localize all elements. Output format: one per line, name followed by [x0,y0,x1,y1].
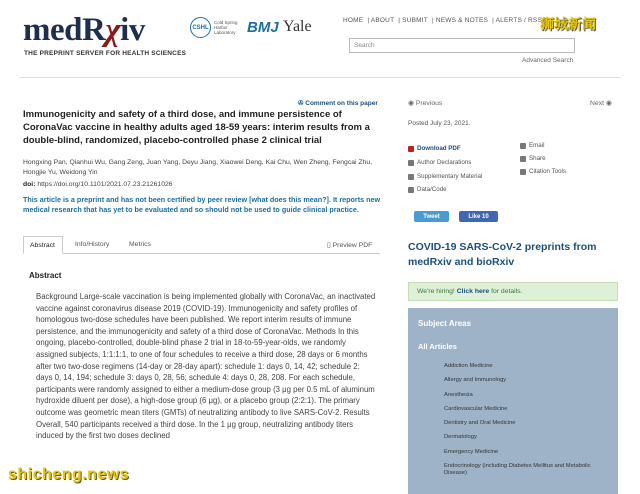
download-pdf-link[interactable]: Download PDF [408,145,461,152]
watermark-bottom: shicheng.news [8,466,130,483]
subject-areas-heading: Subject Areas [418,319,472,328]
subject-dentistry-oral-medicine[interactable]: Dentistry and Oral Medicine [444,420,516,426]
header-divider [20,77,620,78]
top-nav: HOME | ABOUT | SUBMIT | NEWS & NOTES | ALERTS / RSS [343,17,542,24]
cshl-logo[interactable] [190,17,240,38]
search-input[interactable]: Search [349,38,575,53]
citation-tools-link[interactable]: Citation Tools [520,168,566,175]
tab-metrics[interactable]: Metrics [129,241,151,248]
nav-news[interactable]: NEWS & NOTES [435,17,489,24]
author-declarations-link[interactable]: Author Declarations [408,159,471,166]
article-tabs [23,236,380,254]
advanced-search-link[interactable]: Advanced Search [522,57,574,64]
hiring-banner: We're hiring! Click here for details. [408,282,618,301]
previous-link[interactable]: ◉ Previous [408,100,443,107]
subject-addiction-medicine[interactable]: Addiction Medicine [444,363,493,369]
share-link[interactable]: Share [520,155,546,162]
tab-abstract[interactable]: Abstract [23,236,63,254]
all-articles-link[interactable]: All Articles [418,342,457,351]
email-icon [520,143,526,149]
article-doi: doi: https://doi.org/10.1101/2021.07.23.21261026 [23,181,173,188]
subject-anesthesia[interactable]: Anesthesia [444,392,473,398]
hiring-link[interactable]: Click here [456,288,490,295]
article-title: Immunogenicity and safety of a third dose, and immune persistence of CoronaVac vaccine in healthy adults aged 18-59 years: interim results from a double-blind, randomized, placebo-controlled phase 2 clinical trial [23,109,370,146]
cshl-text: Cold Spring Harbor Laboratory [214,20,238,35]
tab-preview-pdf[interactable]: ▯ Preview PDF [327,242,373,249]
pdf-icon: ▯ [327,242,331,249]
email-link[interactable]: Email [520,142,544,149]
preprint-warning: This article is a preprint and has not been certified by peer review [what does this mean?]. It reports new medical research that has yet to be evaluated and so should not be used to guide clinical practice. [23,195,381,214]
yale-logo[interactable]: Yale [283,18,312,35]
nav-alerts[interactable]: ALERTS / RSS [495,17,542,24]
doi-link[interactable]: https://doi.org/10.1101/2021.07.23.21261026 [37,181,173,188]
document-icon [408,160,414,166]
like-button[interactable]: Like 10 [459,211,498,222]
subject-dermatology[interactable]: Dermatology [444,434,477,440]
bmj-logo[interactable]: BMJ [247,19,279,36]
chevron-right-icon: ◉ [605,100,612,107]
nav-home[interactable]: HOME [343,17,364,24]
data-icon [408,187,414,193]
chevron-left-icon: ◉ [408,100,414,107]
subject-cardiovascular-medicine[interactable]: Cardiovascular Medicine [444,406,508,412]
nav-submit[interactable]: SUBMIT [402,17,428,24]
abstract-body: Background Large-scale vaccination is being implemented globally with CoronaVac, an inactivated vaccine against coronavirus disease 2019 (COVID-19). Immunogenicity and safety profiles of homologous two-dose schedules have been published. We report interim results of immune persistence, and the immunogenicity and safety of a third dose of CoronaVac. Methods In this ongoing, placebo-controlled, double-blind phase 2 trial in 18-to-59-year-olds, we randomly assigned subjects, 1:1:1:1, to one of four schedules to receive a third dose, 28 days or 6 months after two two-dose regimens (14-day or 28-day apart): schedule 1: days 0, 14, 42; schedule 2: days 0, 14, 194; schedule 3: days 0, 28, 56; schedule 4: days 0, 28, 208. For each schedule, participants were randomly assigned to either a medium-dose group (3 μg per 0.5 mL of aluminum hydroxide diluent per dose), a high-dose group (6 μg), or a placebo group (2:2:1). The primary outcome was geometric mean titers (GMTs) of neutralizing antibody to live SARS-CoV-2. Results Overall, 540 participants received a third dose. In the 1 μg group, neutralizing antibody titers induced by the first two doses declined [36,292,376,441]
share-icon [520,156,526,162]
subject-emergency-medicine[interactable]: Emergency Medicine [444,449,499,455]
supplementary-link[interactable]: Supplementary Material [408,173,482,180]
pdf-icon [408,146,414,152]
cshl-badge: CSHL [190,17,211,38]
article-authors: Hongxing Pan, Qianhui Wu, Gang Zeng, Juan Yang, Deyu Jiang, Xiaowei Deng, Kai Chu, Wen Zheng, Fengcai Zhu, Hongjie Yu, Weidong Yin [23,159,372,176]
subject-areas-panel [408,308,618,494]
tab-info-history[interactable]: Info/History [75,241,110,248]
site-tagline: THE PREPRINT SERVER FOR HEALTH SCIENCES [24,50,187,57]
citation-icon [520,169,526,175]
tweet-button[interactable]: Tweet [414,211,449,222]
medrxiv-logo[interactable]: medRχiv [23,12,145,48]
supplement-icon [408,174,414,180]
subject-allergy-immunology[interactable]: Allergy and Immunology [444,377,507,383]
covid-preprints-link[interactable]: COVID-19 SARS-CoV-2 preprints from medRxiv and bioRxiv [408,241,597,268]
posted-date: Posted July 23, 2021. [408,120,471,127]
next-link[interactable]: Next ◉ [590,100,612,107]
abstract-heading: Abstract [29,271,62,280]
data-code-link[interactable]: Data/Code [408,186,447,193]
subject-endocrinology[interactable]: Endocrinology (including Diabetes Mellitus and Metabolic Disease) [444,463,591,476]
comment-link[interactable]: ✇ Comment on this paper [298,100,378,107]
watermark-top: 狮城新闻 [540,16,596,32]
nav-about[interactable]: ABOUT [370,17,395,24]
comment-icon: ✇ [298,100,304,107]
